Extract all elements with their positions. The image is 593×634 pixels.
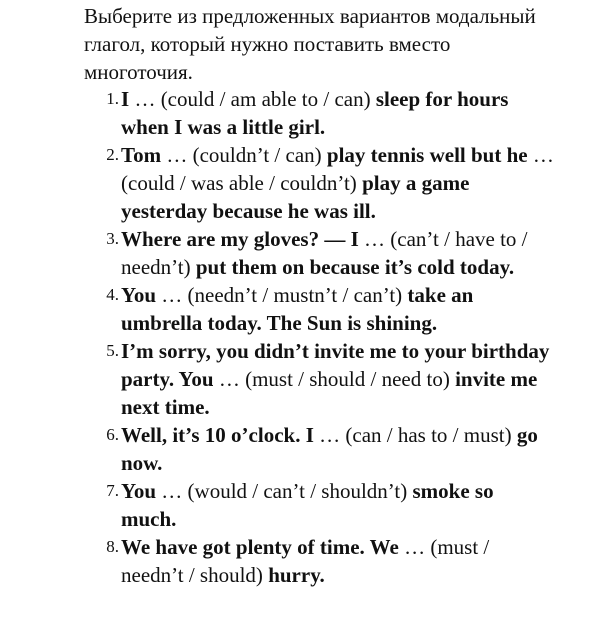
exercise-item <box>84 337 554 421</box>
sentence-part: We have got plenty of time. We <box>121 535 405 559</box>
exercise-item <box>84 141 554 225</box>
sentence-part: Tom <box>121 143 167 167</box>
exercise-item <box>84 85 554 141</box>
sentence-part: You <box>121 283 162 307</box>
sentence-part: play tennis well but he <box>326 143 533 167</box>
sentence-part: invite me next time. <box>121 367 538 419</box>
exercise-number: 8. <box>106 537 119 556</box>
sentence-part: I’m sorry, you didn’t invite me to your birthday party. You <box>121 339 550 391</box>
modal-options: … (can / has to / must) <box>319 423 517 447</box>
modal-options: … (must / needn’t / should) <box>121 535 490 587</box>
sentence-part: sleep for hours when I was a little girl. <box>121 87 509 139</box>
sentence-part: put them on because it’s cold today. <box>195 255 515 279</box>
exercise-number: 4. <box>106 285 119 304</box>
exercise-number: 6. <box>106 425 119 444</box>
exercise-item <box>84 477 554 533</box>
exercise-number: 5. <box>106 341 119 360</box>
modal-options: … (couldn’t / can) <box>166 143 327 167</box>
sentence-part: You <box>121 479 162 503</box>
sentence-part: go now. <box>121 423 538 475</box>
sentence-part: play a game yesterday because he was ill. <box>121 171 470 223</box>
sentence-part: Where are my gloves? — I <box>121 227 365 251</box>
modal-options: … (would / can’t / shouldn’t) <box>161 479 413 503</box>
exercise-number: 3. <box>106 229 119 248</box>
exercise-item <box>84 281 554 337</box>
exercise-number: 1. <box>106 89 119 108</box>
modal-options: … (could / was able / couldn’t) <box>121 143 554 195</box>
exercise-item <box>84 225 554 281</box>
modal-options: … (must / should / need to) <box>218 367 456 391</box>
instruction-text: Выберите из предложенных вариантов модальный глагол, который нужно поставить вместо многоточия. <box>84 4 536 84</box>
exercise-number: 2. <box>106 145 119 164</box>
exercise-list <box>84 85 554 589</box>
sentence-part: Well, it’s 10 o’clock. I <box>121 423 320 447</box>
sentence-part: hurry. <box>268 563 325 587</box>
exercise-item <box>84 421 554 477</box>
sentence-part: smoke so much. <box>121 479 494 531</box>
exercise-item <box>84 533 554 589</box>
sentence-part: take an umbrella today. The Sun is shining. <box>121 283 474 335</box>
exercise-number: 7. <box>106 481 119 500</box>
modal-options: … (could / am able to / can) <box>134 87 376 111</box>
sentence-part: I <box>121 87 135 111</box>
modal-options: … (needn’t / mustn’t / can’t) <box>161 283 408 307</box>
modal-options: … (can’t / have to / needn’t) <box>121 227 528 279</box>
